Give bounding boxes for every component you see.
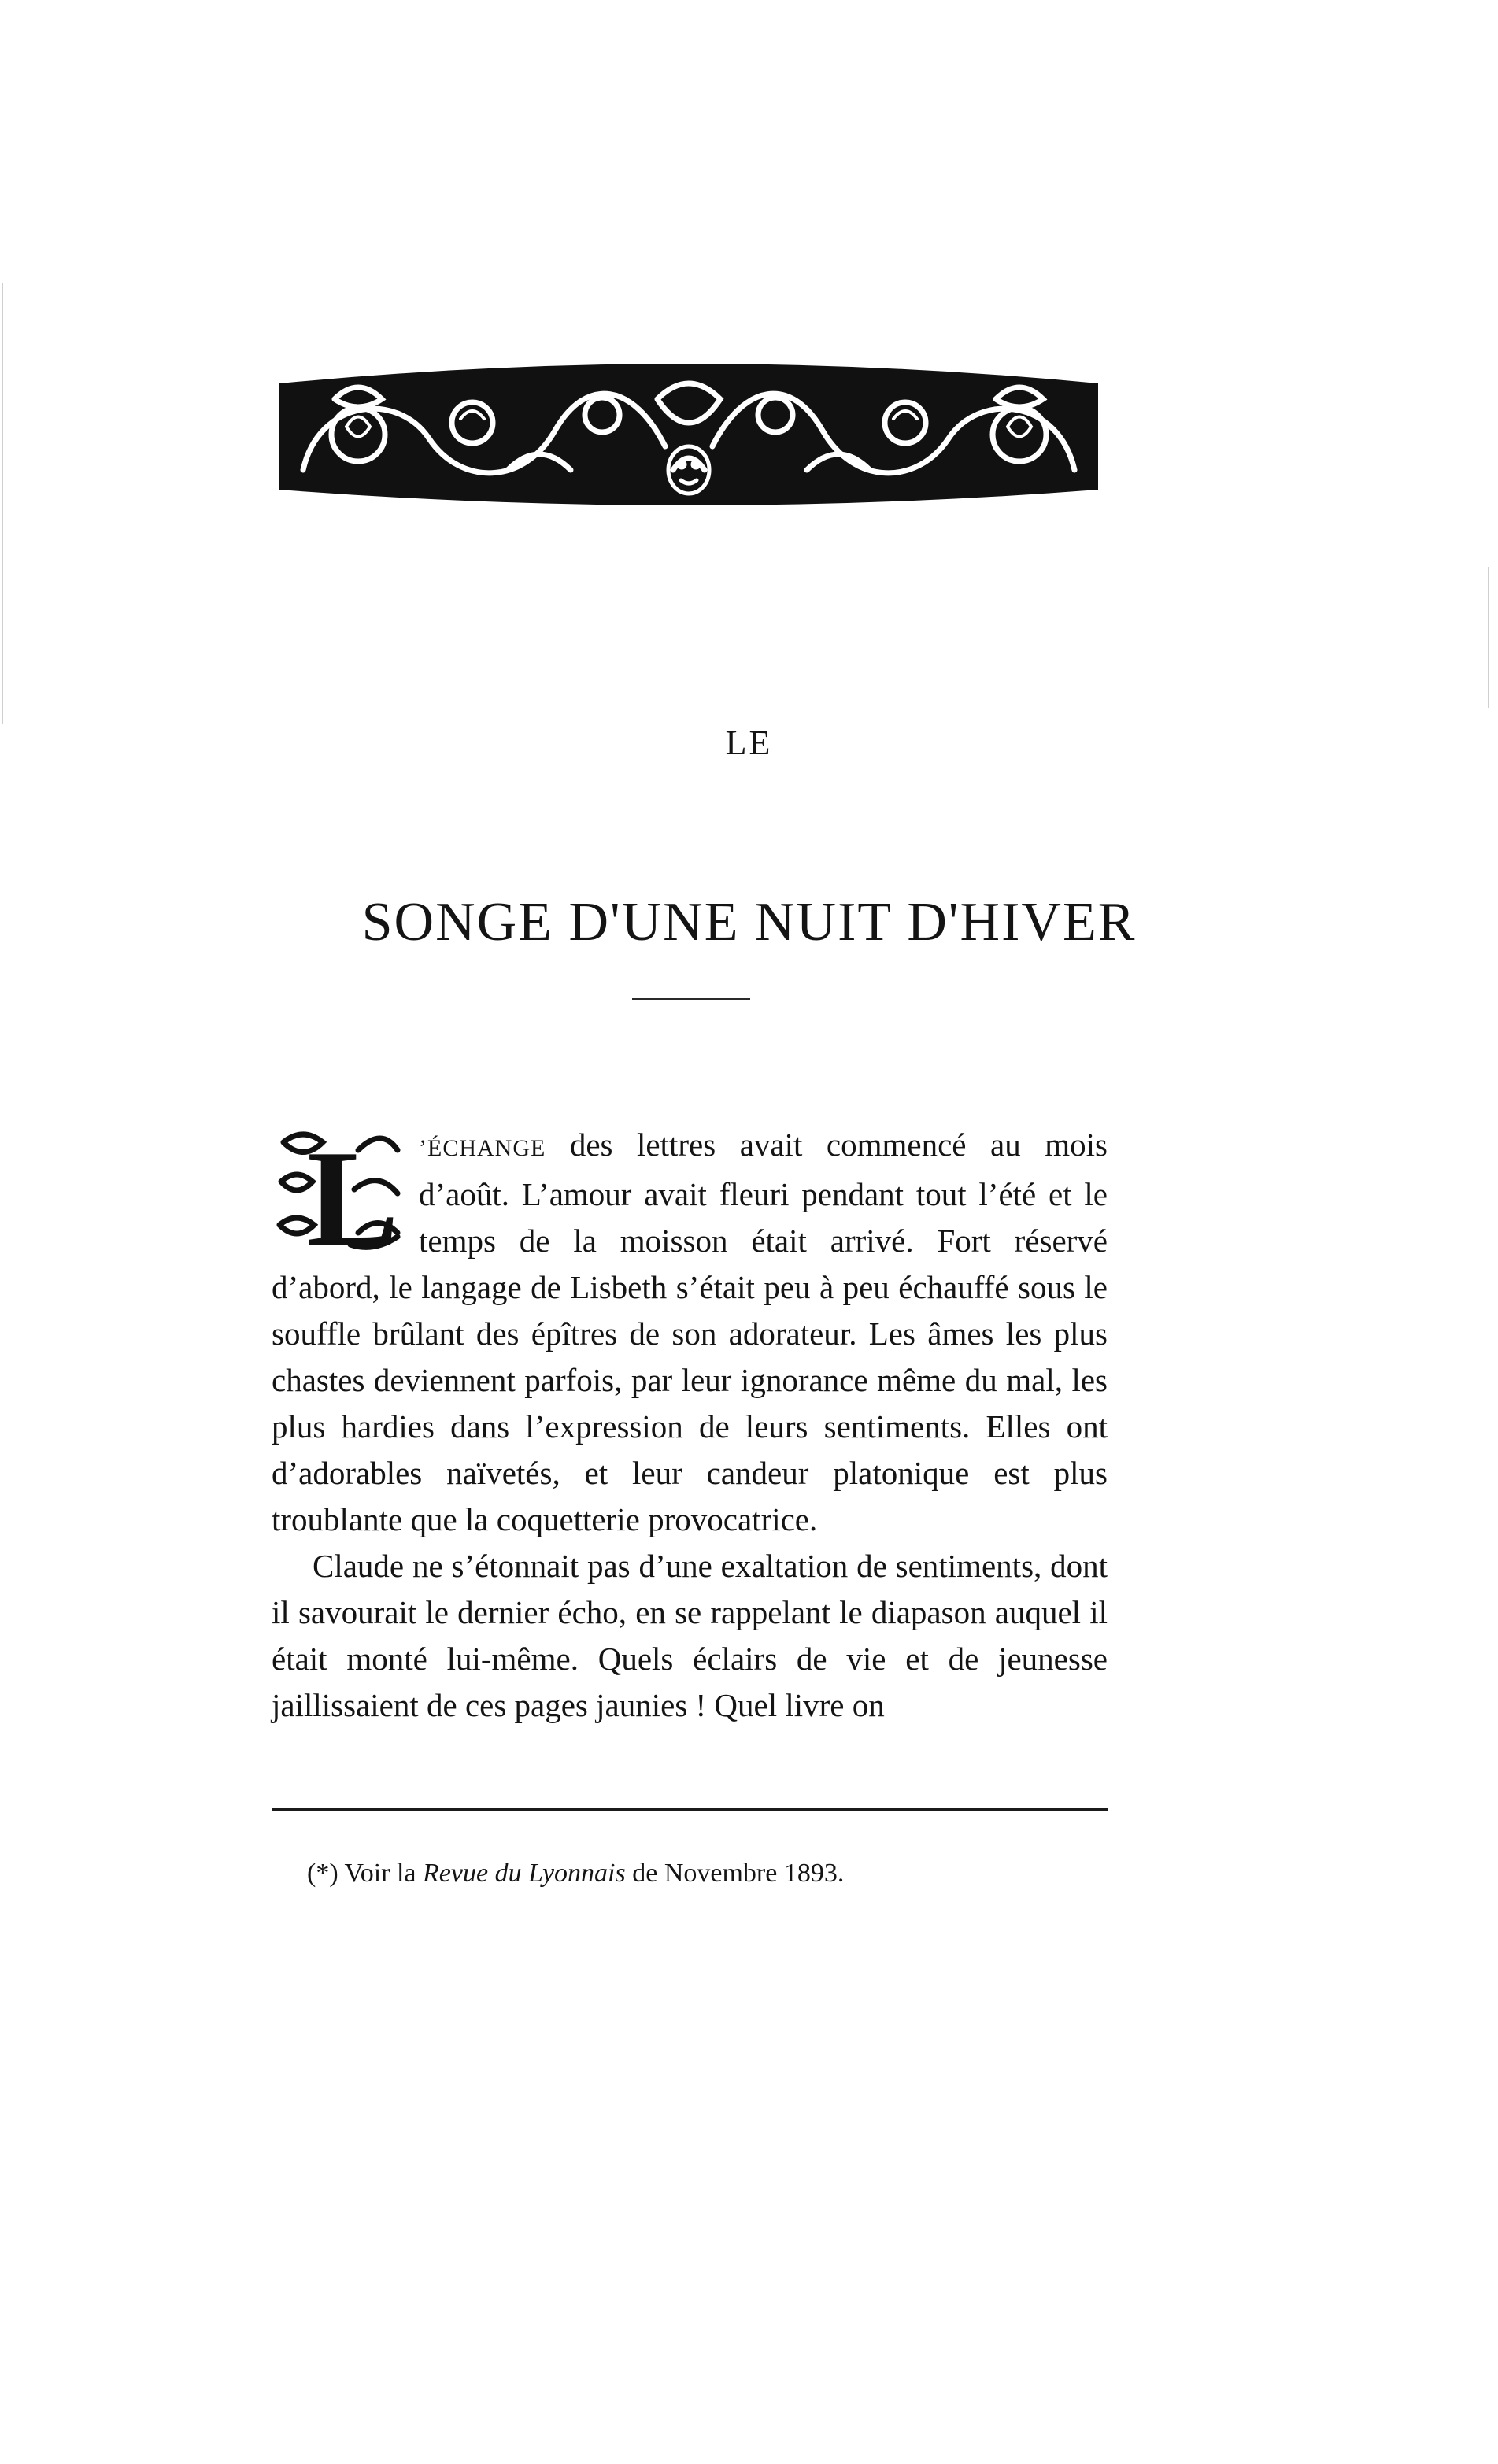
page-title: SONGE D'UNE NUIT D'HIVER (361, 891, 1137, 953)
title-prefix: LE (725, 723, 773, 762)
paragraph-1 (272, 1122, 1108, 1543)
floral-scroll-headpiece-icon (272, 352, 1106, 517)
drop-cap (272, 1127, 401, 1260)
footnote-rule (272, 1808, 1108, 1811)
scan-edge-right (1488, 567, 1489, 708)
footnote (307, 1856, 1094, 1891)
paragraph-1-text: des lettres avait commencé au mois d’août. L’amour avait fleuri pendant tout l’été et le temps de la moisson était arrivé. Fort réservé d’abord, le langage de Lisbeth s’était peu à peu échauffé sous le souffle brûlant des épîtres de son adorateur. Les âmes les plus chastes deviennent parfois, par leur ignorance même du mal, les plus hardies dans l’expression de leurs sentiments. Elles ont d’adorables naïvetés, et leur candeur platonique est plus troublante que la coquetterie provocatrice. (272, 1127, 1108, 1537)
ornamental-letter-l-icon (272, 1127, 401, 1260)
body-text (272, 1122, 1108, 1729)
title-divider (632, 998, 750, 1000)
first-word-smallcaps: ’ÉCHANGE (419, 1135, 546, 1161)
scan-edge-left (2, 283, 3, 724)
footnote-text-after: de Novembre 1893. (625, 1859, 845, 1888)
paragraph-2: Claude ne s’étonnait pas d’une exaltation de sentiments, dont il savourait le dernier écho, en se rappelant le diapason auquel il était monté lui-même. Quels éclairs de vie et de jeunesse jaillissaient de ces pages jaunies ! Quel livre on (272, 1548, 1108, 1723)
dropcap-letter: L (307, 1127, 399, 1260)
footnote-publication: Revue du Lyonnais (423, 1859, 626, 1888)
footnote-marker: (*) (307, 1859, 338, 1888)
footnote-text-before: Voir la (338, 1859, 424, 1888)
